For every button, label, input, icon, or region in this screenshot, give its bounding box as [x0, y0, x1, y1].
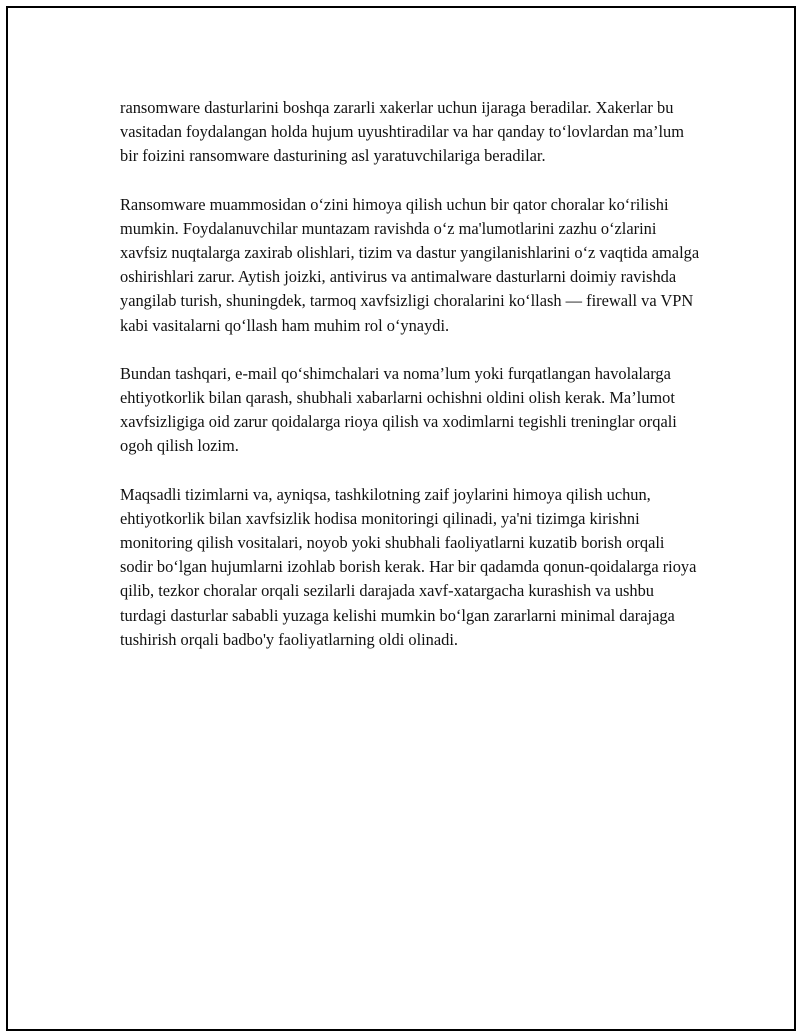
document-page: [6, 6, 796, 1031]
paragraph-1: ransomware dasturlarini boshqa zararli xakerlar uchun ijaraga beradilar. Xakerlar bu vasitadan foydalangan holda hujum uyushtiradilar va har qanday to‘lovlardan ma’lum bir foizini ransomware dasturining asl yaratuvchilariga beradilar.: [120, 98, 684, 166]
paragraph-4: Maqsadli tizimlarni va, ayniqsa, tashkilotning zaif joylarini himoya qilish uchun, ehtiyotkorlik bilan xavfsizlik hodisa monitoringi qilinadi, ya'ni tizimga kirishni monitoring qilish vositalari, noyob yoki shubhali faoliyatlarni kuzatib borish orqali sodir bo‘lgan hujumlarni izohlab borish kerak. Har bir qadamda qonun-qoidalarga rioya qilib, tezkor choralar orqali sezilarli darajada xavf-xatargacha kurashish va ushbu turdagi dasturlar sababli yuzaga kelishi mumkin bo‘lgan zararlarni minimal darajaga tushirish orqali badbo'y faoliyatlarning oldi olinadi.: [120, 484, 697, 649]
document-body: [120, 96, 700, 676]
paragraph-3: Bundan tashqari, e-mail qo‘shimchalari va noma’lum yoki furqatlangan havolalarga ehtiyotkorlik bilan qarash, shubhali xabarlarni ochishni oldini olish kerak. Ma’lumot xavfsizligiga oid zarur qoidalarga rioya qilish va xodimlarni tegishli treninglar orqali ogoh qilish lozim.: [120, 363, 677, 456]
paragraph-2: Ransomware muammosidan o‘zini himoya qilish uchun bir qator choralar ko‘rilishi mumkin. Foydalanuvchilar muntazam ravishda o‘z ma'lumotlarini zazhu o‘zlarini xavfsiz nuqtalarga zaxirab olishlari, tizim va dastur yangilanishlarini o‘z vaqtida amalga oshirishlari zarur. Aytish joizki, antivirus va antimalware dasturlarni doimiy ravishda yangilab turish, shuningdek, tarmoq xavfsizligi choralarini ko‘llash — firewall va VPN kabi vasitalarni qo‘llash ham muhim rol o‘ynaydi.: [120, 194, 700, 335]
